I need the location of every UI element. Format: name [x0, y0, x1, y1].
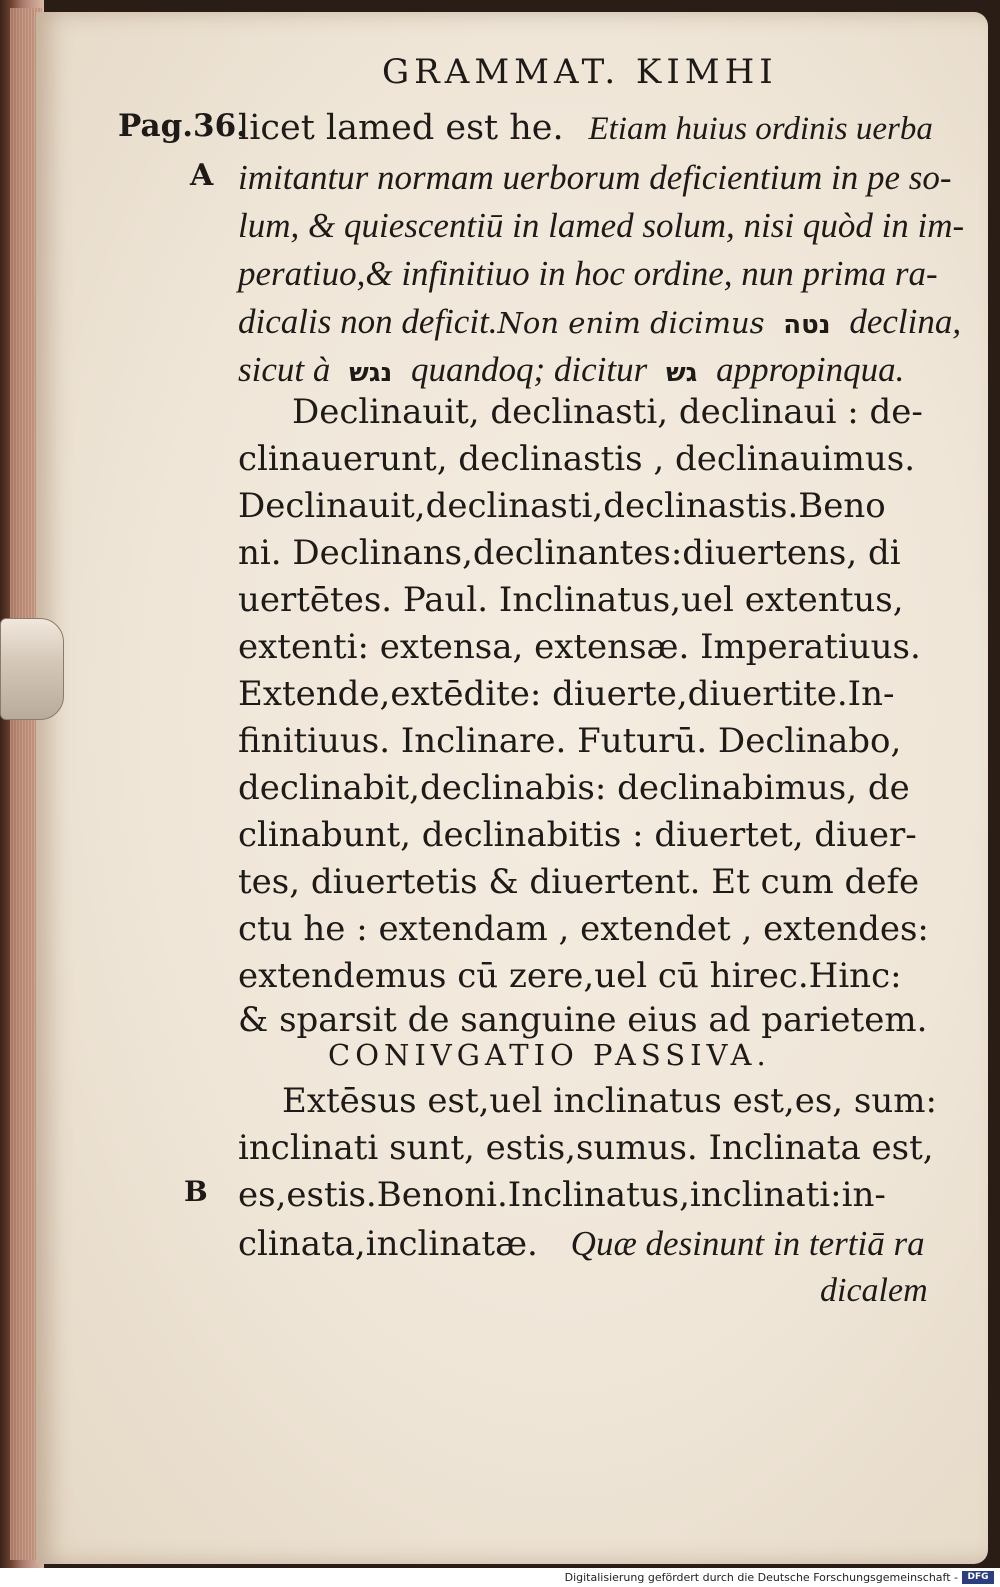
- running-head: GRAMMAT. KIMHI: [382, 52, 778, 92]
- text-line-12: extenti: extensa, extensæ. Imperatiuus.: [238, 627, 921, 667]
- margin-letter-b: B: [184, 1175, 208, 1208]
- text-line-5: [238, 302, 961, 342]
- text-line-24-italic: Quæ desinunt in tertiā ra: [570, 1224, 925, 1263]
- text-line-20: & sparsit de sanguine eius ad parietem.: [238, 1000, 928, 1040]
- text-line-7: Declinauit, declinasti, declinaui : de-: [292, 392, 923, 432]
- text-line-22: inclinati sunt, estis,sumus. Inclinata est,: [238, 1128, 934, 1168]
- text-line-19: extendemus cū zere,uel cū hirec.Hinc:: [238, 956, 902, 996]
- text-line-6-a: sicut à: [238, 350, 331, 389]
- footer-bar: [0, 1568, 1000, 1587]
- text-line-24: [238, 1224, 925, 1264]
- text-line-14: finitiuus. Inclinare. Futurū. Declinabo,: [238, 721, 902, 761]
- text-line-23: es,estis.Benoni.Inclinatus,inclinati:in-: [238, 1175, 886, 1215]
- text-line-9: Declinauit,declinasti,declinastis.Beno: [238, 486, 886, 526]
- text-line-17: tes, diuertetis & diuertent. Et cum defe: [238, 862, 920, 902]
- hebrew-word-1: נטה: [783, 310, 831, 340]
- text-line-1: [238, 108, 933, 148]
- text-line-2: imitantur normam uerborum deficientium in pe so-: [238, 158, 952, 197]
- text-line-13: Extende,extēdite: diuerte,diuertite.In-: [238, 674, 895, 714]
- text-line-10: ni. Declinans,declinantes:diuertens, di: [238, 533, 901, 573]
- text-line-6-b: quandoq; dicitur: [410, 350, 648, 389]
- page-clip: [0, 618, 64, 720]
- hebrew-word-2: נגש: [349, 358, 393, 388]
- text-line-15: declinabit,declinabis: declinabimus, de: [238, 768, 910, 808]
- text-line-5-a: dicalis non deficit.: [238, 302, 498, 341]
- text-line-4: peratiuo,& infinitiuo in hoc ordine, nun prima ra-: [238, 254, 938, 293]
- text-line-24-roman: clinata,inclinatæ.: [238, 1224, 538, 1264]
- text-line-5-b: Non enim dicimus: [497, 306, 765, 340]
- text-line-1-italic: Etiam huius ordinis uerba: [588, 111, 933, 147]
- page-reference: Pag.36.: [118, 108, 247, 144]
- margin-letter-a: A: [190, 158, 214, 193]
- text-line-16: clinabunt, declinabitis : diuertet, diuer-: [238, 815, 917, 855]
- footer-credit: Digitalisierung gefördert durch die Deutsche Forschungsgemeinschaft -: [564, 1571, 958, 1584]
- section-heading: CONIVGATIO PASSIVA.: [328, 1038, 771, 1072]
- hebrew-word-3: גש: [665, 358, 698, 388]
- text-line-5-c: declina,: [849, 302, 962, 341]
- dfg-logo: DFG: [962, 1571, 994, 1584]
- text-line-6-c: appropinqua.: [716, 350, 905, 389]
- text-line-18: ctu he : extendam , extendet , extendes:: [238, 909, 929, 949]
- text-line-6: [238, 350, 904, 390]
- text-line-1-roman: licet lamed est he.: [238, 108, 564, 148]
- text-line-3: lum, & quiescentiū in lamed solum, nisi quòd in im-: [238, 206, 965, 245]
- text-line-8: clinauerunt, declinastis , declinauimus.: [238, 439, 916, 479]
- catchword: dicalem: [820, 1272, 928, 1309]
- text-line-11: uertētes. Paul. Inclinatus,uel extentus,: [238, 580, 904, 620]
- text-line-21: Extēsus est,uel inclinatus est,es, sum:: [282, 1081, 937, 1121]
